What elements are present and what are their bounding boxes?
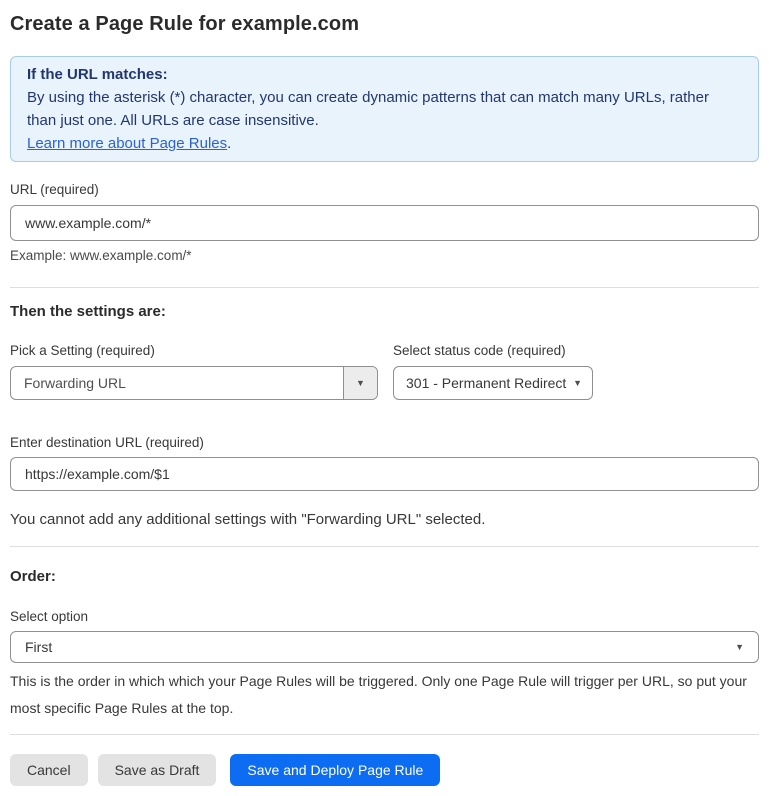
status-code-value: 301 - Permanent Redirect xyxy=(406,375,567,391)
info-box-body: By using the asterisk (*) character, you can create dynamic patterns that can match many URLs, rather than just one. All URLs are case insensitive. xyxy=(27,89,709,129)
save-and-deploy-button[interactable]: Save and Deploy Page Rule xyxy=(230,754,440,786)
setting-select-value: Forwarding URL xyxy=(24,375,126,391)
settings-restriction-note: You cannot add any additional settings with "Forwarding URL" selected. xyxy=(10,511,486,528)
status-code-field xyxy=(393,343,593,400)
url-match-info-box xyxy=(10,56,759,162)
order-heading: Order: xyxy=(10,568,56,585)
destination-url-input[interactable] xyxy=(10,457,759,491)
chevron-down-icon: ▼ xyxy=(356,377,365,388)
setting-select-label: Pick a Setting (required) xyxy=(10,343,155,358)
url-field-helper: Example: www.example.com/* xyxy=(10,248,192,263)
action-buttons xyxy=(10,754,759,786)
learn-more-link[interactable]: Learn more about Page Rules xyxy=(27,135,228,152)
settings-heading: Then the settings are: xyxy=(10,303,166,320)
chevron-down-icon: ▼ xyxy=(573,377,582,388)
section-divider xyxy=(10,546,759,547)
destination-url-field xyxy=(10,435,759,491)
settings-row xyxy=(10,343,759,400)
link-suffix-period: . xyxy=(227,135,232,152)
info-box-heading: If the URL matches: xyxy=(27,66,168,83)
setting-select[interactable] xyxy=(10,366,378,400)
section-divider xyxy=(10,734,759,735)
cancel-button[interactable]: Cancel xyxy=(10,754,88,786)
url-input[interactable] xyxy=(10,205,759,241)
page-title: Create a Page Rule for example.com xyxy=(10,13,360,35)
order-select-label: Select option xyxy=(10,609,89,624)
save-as-draft-button[interactable]: Save as Draft xyxy=(98,754,217,786)
setting-select-field xyxy=(10,343,378,400)
order-select[interactable] xyxy=(10,631,759,663)
status-code-label: Select status code (required) xyxy=(393,343,566,358)
section-divider xyxy=(10,287,759,288)
order-helper-text: This is the order in which which your Page Rules will be triggered. Only one Page Rule will trigger per URL, so put your most specific Page Rules at the top. xyxy=(10,673,747,716)
url-field-label: URL (required) xyxy=(10,182,99,197)
order-select-value: First xyxy=(25,639,53,655)
info-box-link-line xyxy=(27,132,742,155)
chevron-down-icon: ▼ xyxy=(735,641,744,652)
destination-url-label: Enter destination URL (required) xyxy=(10,435,204,450)
status-code-select[interactable] xyxy=(393,366,593,400)
url-field xyxy=(10,182,759,264)
setting-select-arrow-button[interactable] xyxy=(343,367,377,399)
